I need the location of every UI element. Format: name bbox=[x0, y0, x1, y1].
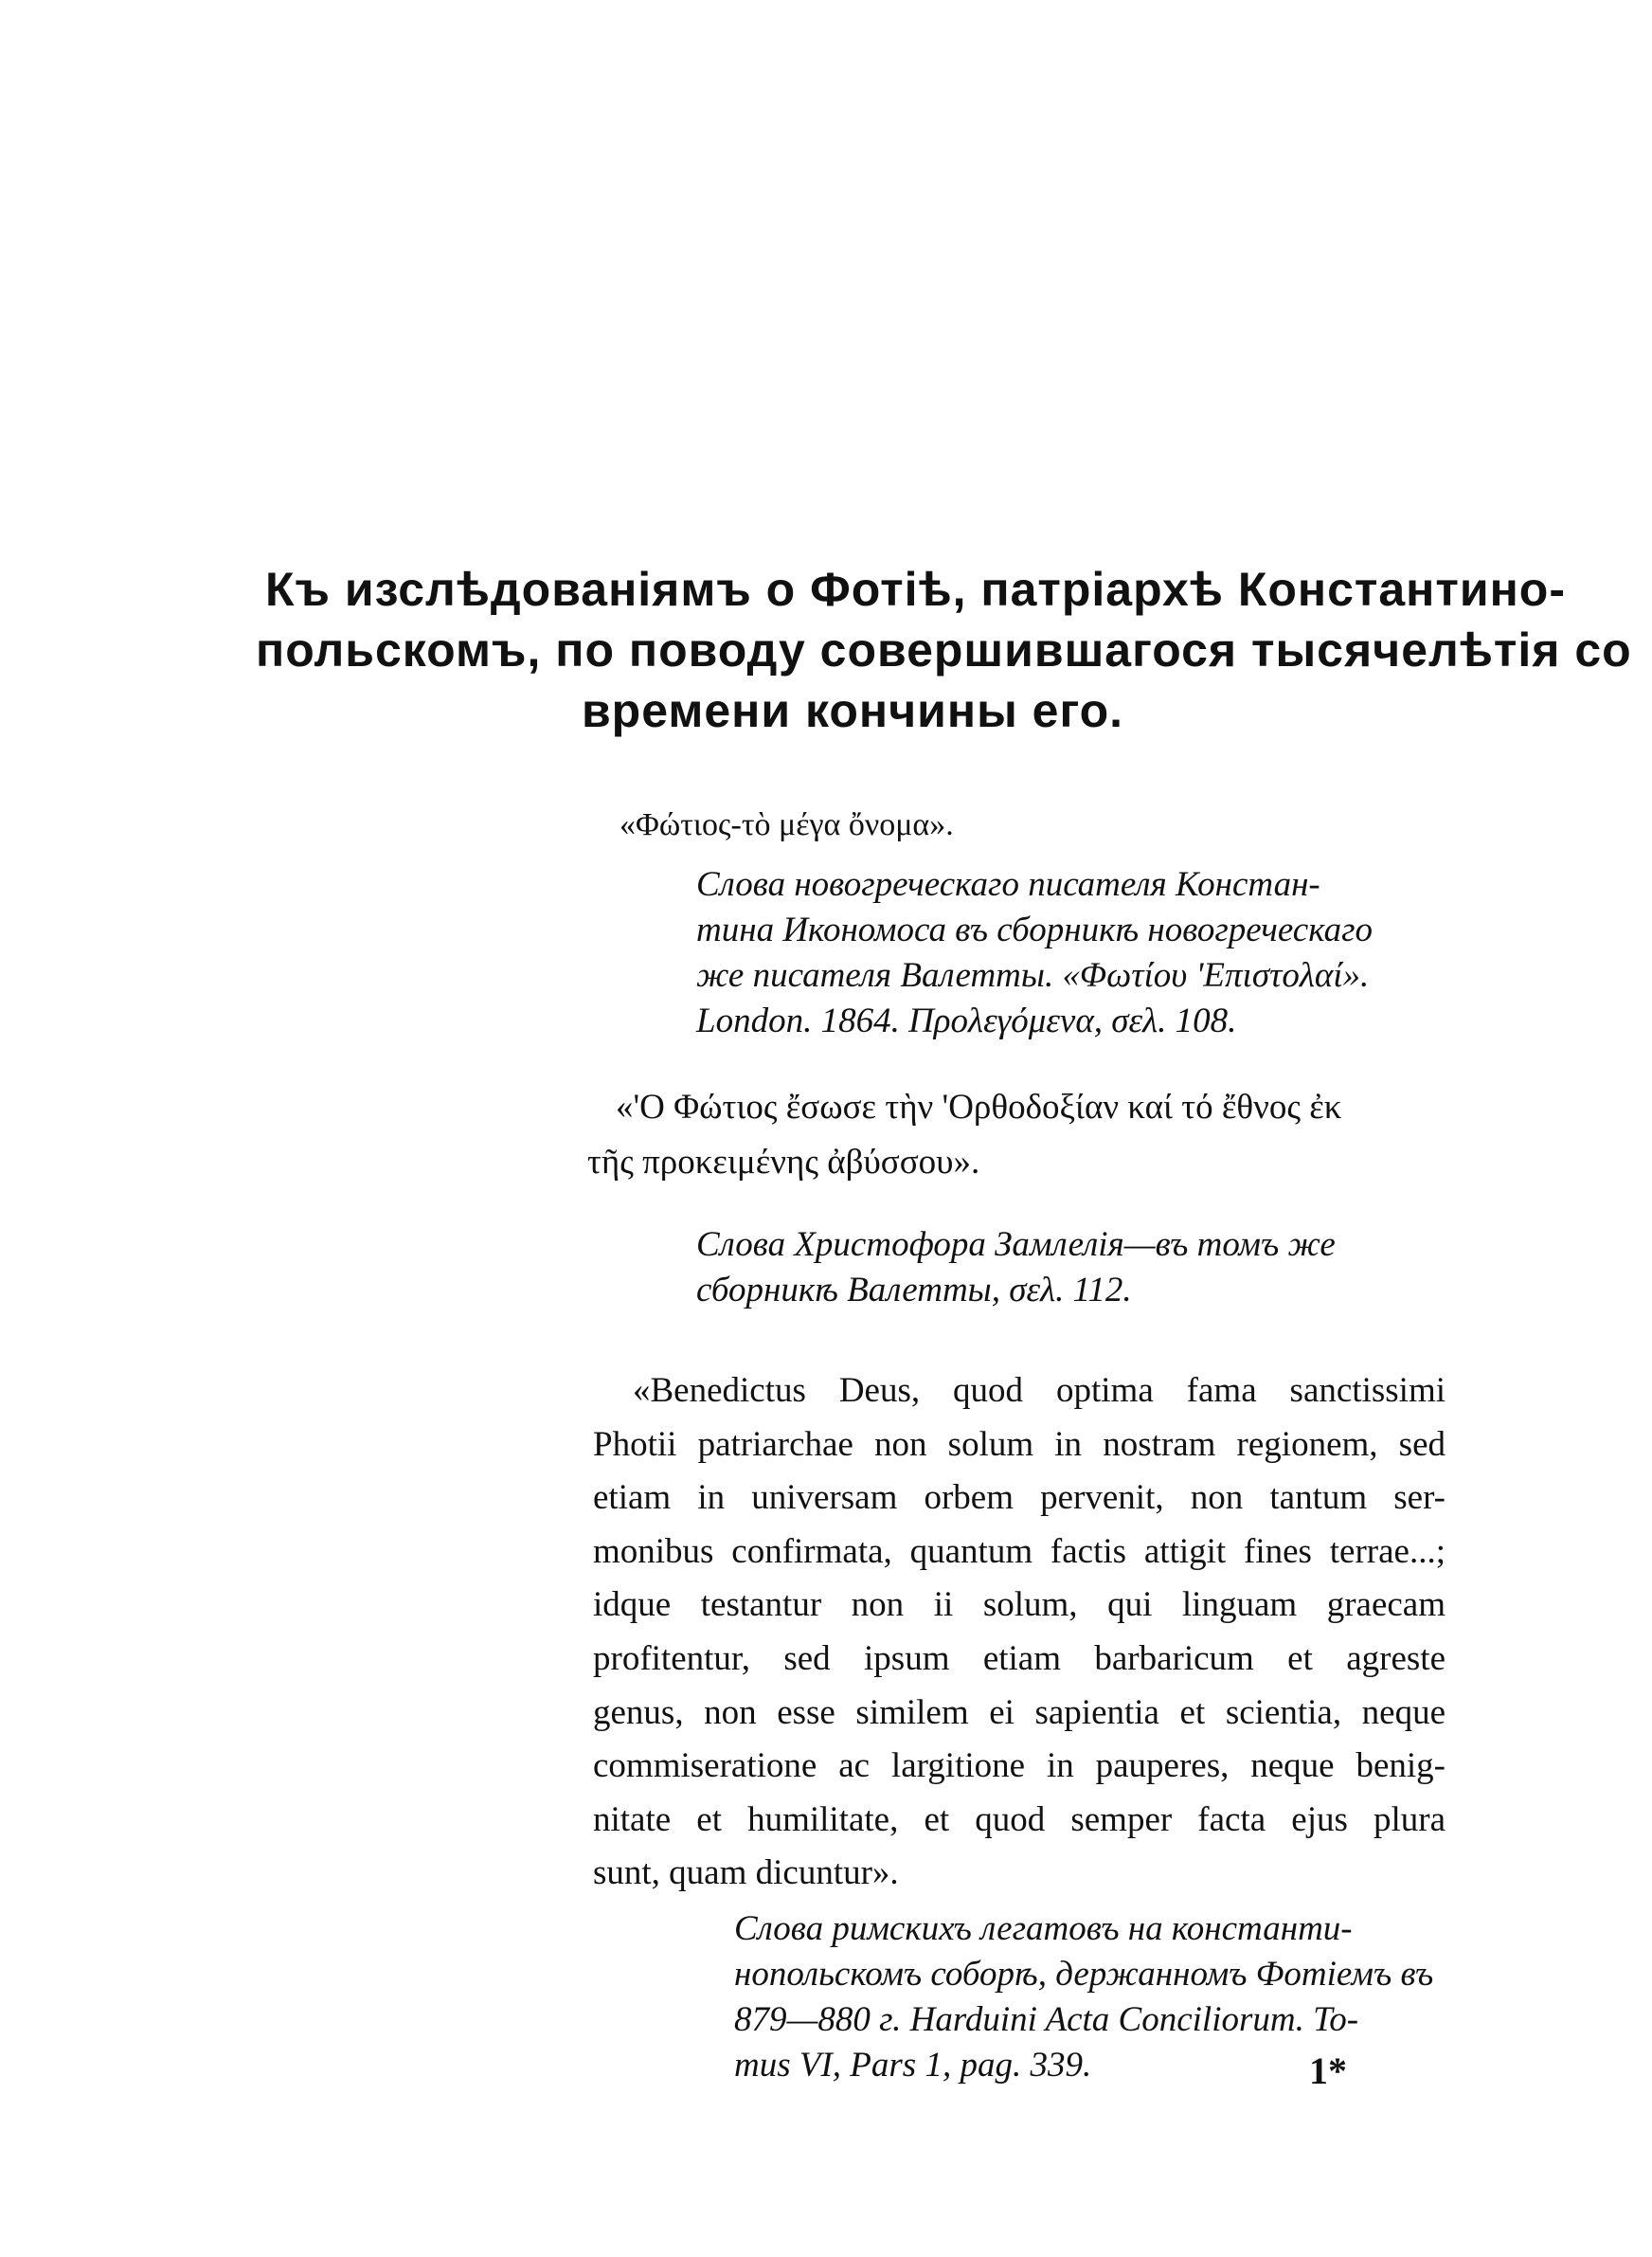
source-line: нопольскомъ соборѣ, держанномъ Фотіемъ въ bbox=[734, 1955, 1434, 1994]
quote-line: profitentur, sed ipsum etiam barbaricum et agreste bbox=[593, 1638, 1446, 1678]
quote-line: τῆς προκειμένης ἀβύσσου». bbox=[587, 1143, 980, 1182]
source-line: тина Икономоса въ сборникѣ новогреческаго bbox=[696, 911, 1374, 949]
source-line: Слова новогреческаго писателя Констан- bbox=[696, 865, 1320, 904]
source-line: 879—880 г. Harduini Acta Conciliorum. To- bbox=[734, 2000, 1359, 2039]
epigraph-quote-latin bbox=[593, 1364, 1446, 1901]
source-line: Слова Христофора Замлелія—въ томъ же bbox=[696, 1225, 1336, 1264]
source-line: London. 1864. Προλεγόμενα, σελ. 108. bbox=[696, 1002, 1237, 1040]
epigraph-quote-greek-2 bbox=[587, 1080, 1445, 1190]
quote-line: commiseratione ac largitione in pauperes, neque benig- bbox=[593, 1746, 1446, 1786]
page-title bbox=[256, 559, 1632, 741]
source-line: сборникѣ Валетты, σελ. 112. bbox=[696, 1271, 1132, 1309]
quote-line: etiam in universam orbem pervenit, non tantum ser- bbox=[593, 1478, 1446, 1518]
epigraph-source-2 bbox=[696, 1222, 1445, 1313]
epigraph-source-1 bbox=[696, 862, 1445, 1044]
title-line: Къ изслѣдованіямъ о Фотіѣ, патріархѣ Константино- bbox=[265, 563, 1566, 616]
title-line: времени кончины его. bbox=[581, 684, 1124, 737]
quote-line: idque testantur non ii solum, qui linguam graecam bbox=[593, 1585, 1446, 1625]
quote-line: nitate et humilitate, et quod semper facta ejus plura bbox=[593, 1799, 1446, 1839]
quote-line: sunt, quam dicuntur». bbox=[593, 1853, 899, 1893]
source-line: mus VI, Pars 1, pag. 339. bbox=[734, 2046, 1092, 2085]
page-number: 1* bbox=[1309, 2049, 1347, 2092]
quote-line: «Benedictus Deus, quod optima fama sanctissimi bbox=[633, 1371, 1446, 1410]
source-line: Слова римскихъ легатовъ на константи- bbox=[734, 1909, 1353, 1948]
quote-line: «'Ο Φώτιος ἔσωσε τὴν 'Ορθοδοξίαν καί τό ἔθνος ἐκ bbox=[616, 1088, 1342, 1127]
quote-line: monibus confirmata, quantum factis attigit fines terrae...; bbox=[593, 1531, 1446, 1571]
source-line: же писателя Валетты. «Φωτίου 'Επιστολαί». bbox=[696, 956, 1370, 995]
epigraph-quote-greek: «Φώτιος-τὸ μέγα ὄνομα». bbox=[620, 807, 954, 842]
quote-line: genus, non esse similem ei sapientia et scientia, neque bbox=[593, 1692, 1446, 1732]
title-line: польскомъ, по поводу совершившагося тысячелѣтія со bbox=[256, 623, 1632, 677]
quote-line: Photii patriarchae non solum in nostram regionem, sed bbox=[593, 1424, 1446, 1464]
